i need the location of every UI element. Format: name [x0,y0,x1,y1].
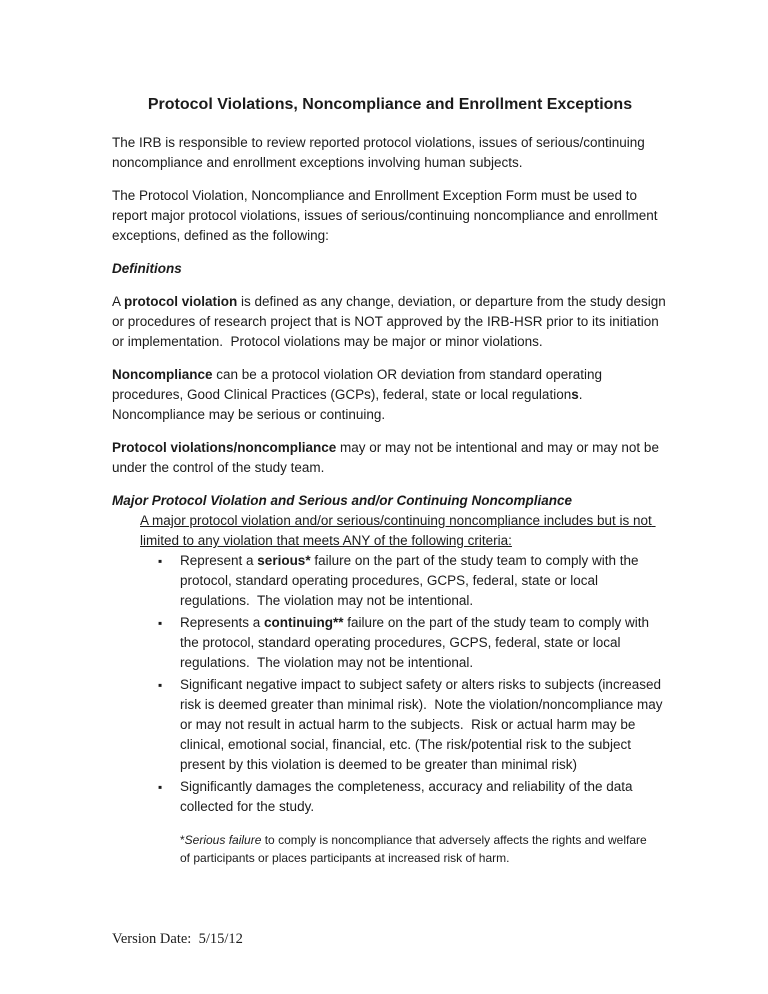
run-text: Significant negative impact to subject safety or alters risks to subjects (increased risk is deemed greater than minimal risk). Note the violation/noncompliance may or may not result in actual harm to the subjects. Risk or actual harm may be clinical, emotional social, financial, etc. (The risk/potential risk to the subject present by this violation is deemed to be greater than minimal risk) [180,677,667,772]
criteria-bullet-list [112,551,668,817]
square-bullet-icon: ▪ [158,678,163,692]
paragraph-exception-form: The Protocol Violation, Noncompliance and Enrollment Exception Form must be used to report major protocol violations, issues of serious/continuing noncompliance and enrollment exceptions, defined as the following: [112,188,662,243]
run-text: Represents a [180,615,265,630]
run-text: * [180,833,185,847]
square-bullet-icon: ▪ [158,780,163,794]
paragraph-intentional [112,438,668,478]
run-italic-serious-failure: Serious failure [184,833,262,847]
footnote-serious-failure [180,831,652,867]
version-date-footer: Version Date: 5/15/12 [112,931,243,947]
run-text: Significantly damages the completeness, accuracy and reliability of the data collected for the study. [180,779,637,814]
run-bold-protocol-violation: protocol violation [124,294,238,309]
square-bullet-icon: ▪ [158,616,163,630]
run-bold-s: s [571,387,579,402]
run-text: is defined as any change, deviation, or departure from the study design or procedures of research project that is NOT approved by the IRB-HSR prior to its initiation or implementation. Protocol violations may be major or minor violations. [112,294,670,349]
run-text: failure on the part of the study team to comply with the protocol, standard operating procedures, GCPS, federal, state or local regulations. The violation may not be intentional. [180,553,643,608]
heading-definitions: Definitions [112,261,182,276]
bullet-item-serious-failure [112,551,668,611]
run-bold-continuing: continuing** [264,615,344,630]
run-text: can be a protocol violation OR deviation from standard operating procedures, Good Clinical Practices (GCPs), federal, state or local regulation [112,367,606,402]
square-bullet-icon: ▪ [158,554,163,568]
run-bold-serious: serious* [257,553,311,568]
bullet-item-data-damage [112,777,668,817]
bullet-item-negative-impact [112,675,668,775]
run-text: may or may not be intentional and may or may not be under the control of the study team. [112,440,663,475]
paragraph-noncompliance-definition [112,365,668,425]
paragraph-criteria-underlined: A major protocol violation and/or serious/continuing noncompliance includes but is not limited to any violation that meets ANY of the following criteria: [140,513,656,548]
page-title: Protocol Violations, Noncompliance and Enrollment Exceptions [147,96,633,113]
bullet-item-continuing-failure [112,613,668,673]
run-bold-protocol-violations-noncompliance: Protocol violations/noncompliance [112,440,337,455]
paragraph-protocol-violation-definition [112,292,668,352]
heading-major-protocol-violation: Major Protocol Violation and Serious and/or Continuing Noncompliance [112,493,573,508]
document-content [112,95,668,867]
run-text: . Noncompliance may be serious or continuing. [112,387,587,422]
paragraph-irb-responsibility: The IRB is responsible to review reported protocol violations, issues of serious/continuing noncompliance and enrollment exceptions involving human subjects. [112,135,649,170]
run-text: Represent a [180,553,258,568]
run-bold-noncompliance: Noncompliance [112,367,213,382]
run-text: A [112,294,125,309]
run-text: to comply is noncompliance that adversely affects the rights and welfare of participants or places participants at increased risk of harm. [180,833,651,865]
run-text: failure on the part of the study team to comply with the protocol, standard operating procedures, GCPS, federal, state or local regulations. The violation may not be intentional. [180,615,653,670]
